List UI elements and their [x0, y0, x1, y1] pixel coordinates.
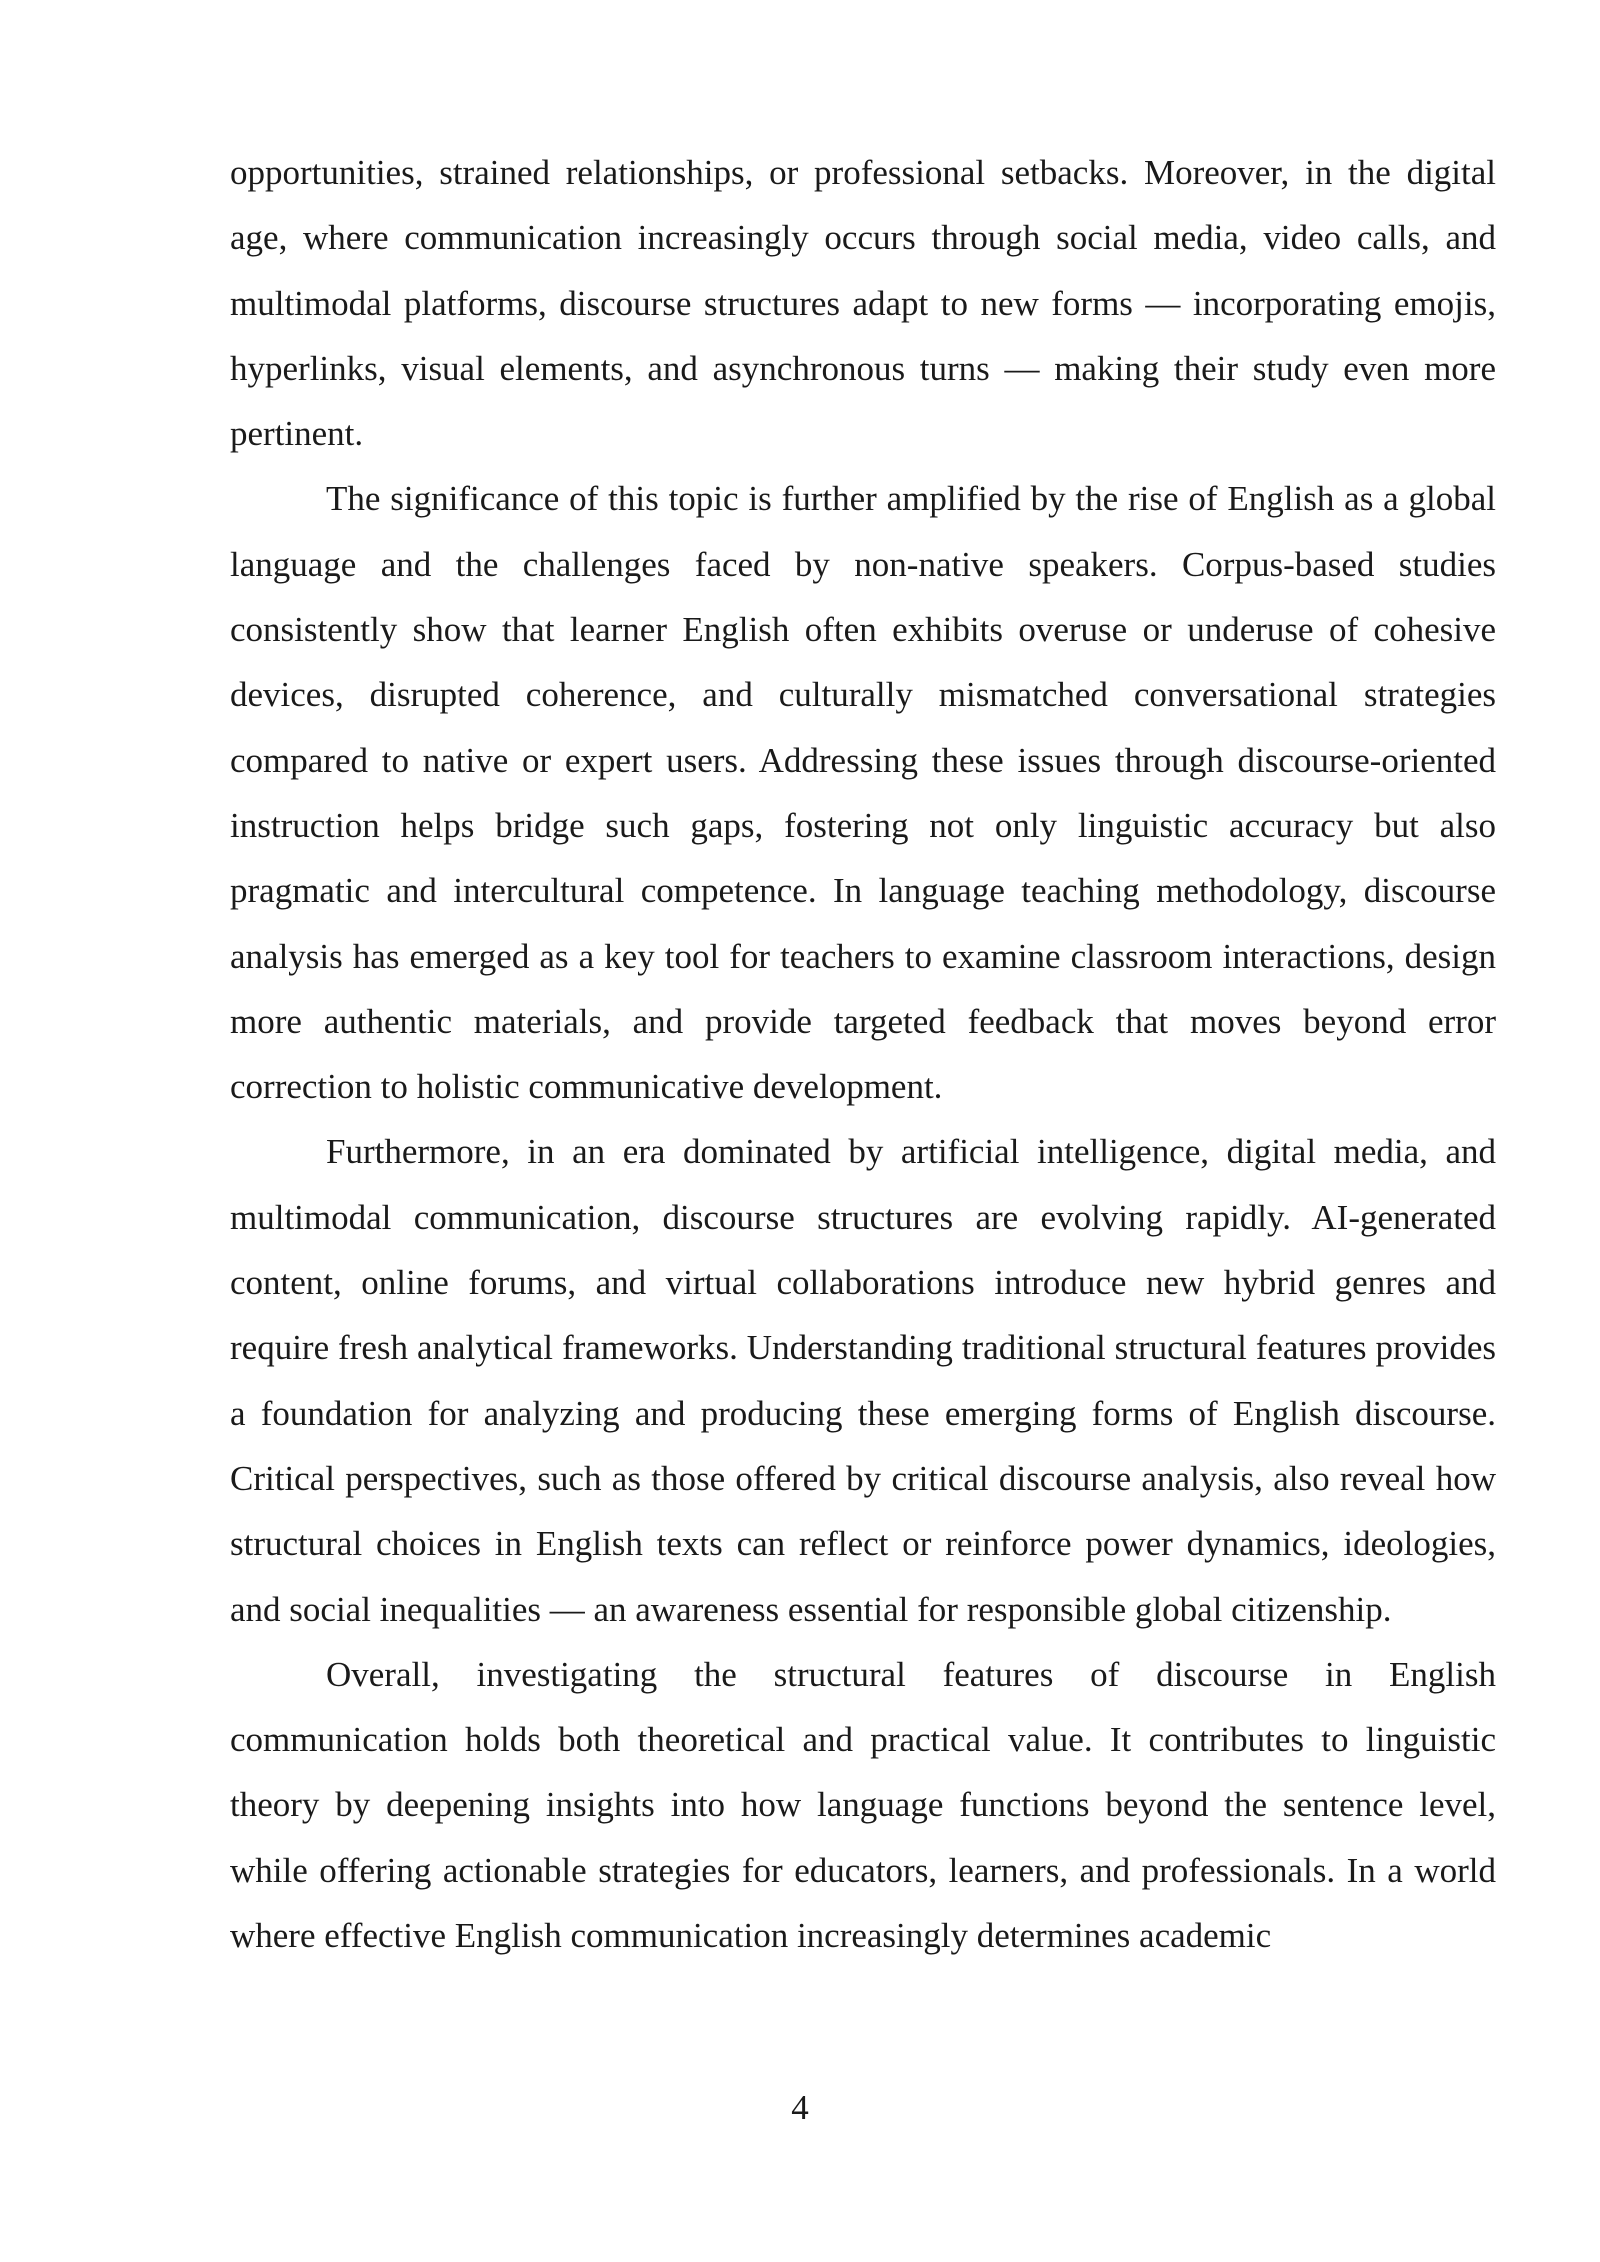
- paragraph-overall: Overall, investigating the structural features of discourse in English communication holds both theoretical and practical value. It contributes to linguistic theory by deepening insights into how language functions beyond the sentence level, while offering actionable strategies for educators, learners, and professionals. In a world where effective English communication increasingly determines academic: [230, 1654, 1496, 1956]
- paragraph-furthermore: Furthermore, in an era dominated by artificial intelligence, digital media, and multimodal communication, discourse structures are evolving rapidly. AI-generated content, online forums, and virtual collaborations introduce new hybrid genres and require fresh analytical frameworks. Understanding traditional structural features provides a foundation for analyzing and producing these emerging forms of English discourse. Critical perspectives, such as those offered by critical discourse analysis, also reveal how structural choices in English texts can reflect or reinforce power dynamics, ideologies, and social inequalities — an awareness essential for responsible global citizenship.: [230, 1132, 1496, 1629]
- paragraph-significance: The significance of this topic is further amplified by the rise of English as a global language and the challenges faced by non-native speakers. Corpus-based studies consistently show that learner English often exhibits overuse or underuse of cohesive devices, disrupted coherence, and culturally mismatched conversational strategies compared to native or expert users. Addressing these issues through discourse-oriented instruction helps bridge such gaps, fostering not only linguistic accuracy but also pragmatic and intercultural competence. In language teaching methodology, discourse analysis has emerged as a key tool for teachers to examine classroom interactions, design more authentic materials, and provide targeted feedback that moves beyond error correction to holistic communicative development.: [230, 479, 1496, 1107]
- page-number: 4: [791, 2088, 809, 2127]
- body-text: [230, 140, 1496, 1968]
- paragraph-continuation: opportunities, strained relationships, or professional setbacks. Moreover, in the digital age, where communication increasingly occurs through social media, video calls, and multimodal platforms, discourse structures adapt to new forms — incorporating emojis, hyperlinks, visual elements, and asynchronous turns — making their study even more pertinent.: [230, 153, 1496, 454]
